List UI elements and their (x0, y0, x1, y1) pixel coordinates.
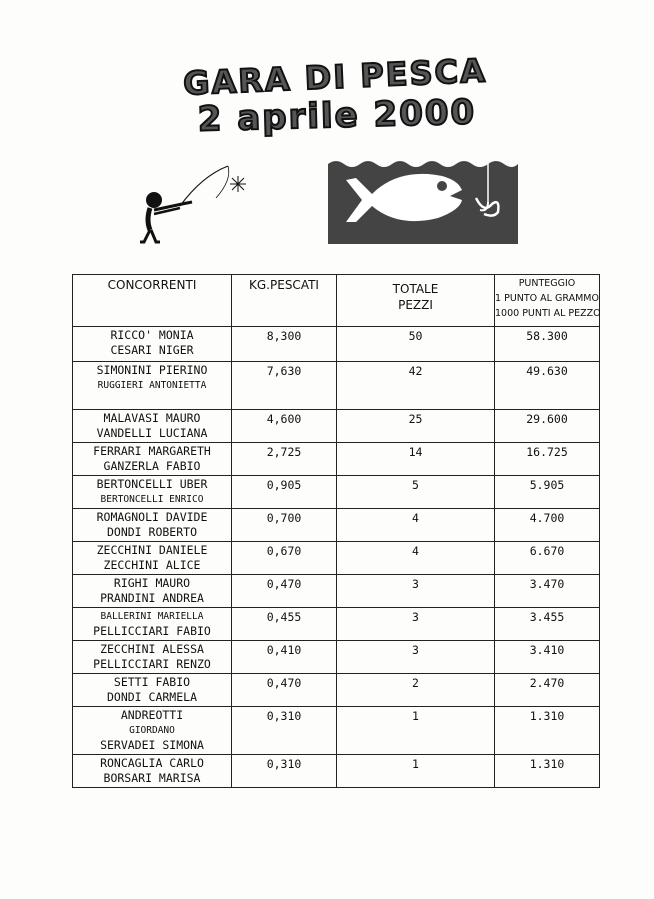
competitor-name: PRANDINI ANDREA (100, 591, 204, 605)
table-row (73, 410, 600, 443)
cell-totale-pezzi-value: 3 (412, 610, 419, 624)
competitor-name: DONDI CARMELA (106, 690, 197, 704)
cell-totale-pezzi (337, 755, 495, 788)
cell-punteggio (495, 641, 600, 674)
header-totale-pezzi (337, 275, 495, 327)
cell-punteggio-value: 6.670 (529, 544, 565, 558)
competitor-name: BERTONCELLI UBER (96, 477, 208, 491)
cell-kg-pescati-value: 0,455 (266, 610, 302, 624)
table-row (73, 641, 600, 674)
cell-punteggio-value: 29.600 (526, 412, 568, 426)
cell-punteggio (495, 443, 600, 476)
header-points-line-2: 1 PUNTO AL GRAMMO (495, 293, 599, 304)
cell-totale-pezzi (337, 608, 495, 641)
table-row (73, 443, 600, 476)
header-points-line-1: PUNTEGGIO (518, 278, 576, 289)
competitor-name: RUGGIERI ANTONIETTA (97, 380, 207, 391)
table-row (73, 327, 600, 362)
cell-punteggio (495, 362, 600, 410)
cell-punteggio-value: 1.310 (529, 709, 565, 723)
cell-kg-pescati-value: 0,310 (266, 757, 302, 771)
cell-kg-pescati (232, 362, 337, 410)
cell-punteggio (495, 410, 600, 443)
cell-totale-pezzi-value: 3 (412, 577, 419, 591)
competitor-name: ZECCHINI ALICE (103, 558, 201, 572)
cell-concorrenti (73, 443, 232, 476)
cell-kg-pescati (232, 443, 337, 476)
cell-kg-pescati-value: 0,700 (266, 511, 302, 525)
cell-totale-pezzi (337, 509, 495, 542)
cell-kg-pescati (232, 509, 337, 542)
competitor-name: ANDREOTTI (120, 708, 184, 722)
table-row (73, 362, 600, 410)
table-row (73, 707, 600, 755)
cell-kg-pescati-value: 0,470 (266, 577, 302, 591)
cell-punteggio-value: 3.470 (529, 577, 565, 591)
competitor-name: CESARI NIGER (110, 343, 194, 357)
cell-punteggio-value: 5.905 (529, 478, 565, 492)
cell-totale-pezzi-value: 2 (412, 676, 419, 690)
cell-concorrenti (73, 707, 232, 755)
competitor-name: SERVADEI SIMONA (100, 738, 204, 752)
competitor-name: ZECCHINI ALESSA (100, 642, 204, 656)
cell-punteggio-value: 3.410 (529, 643, 565, 657)
cell-punteggio (495, 608, 600, 641)
competitor-name: PELLICCIARI FABIO (93, 624, 211, 638)
cell-totale-pezzi (337, 707, 495, 755)
cell-kg-pescati (232, 575, 337, 608)
cell-punteggio (495, 542, 600, 575)
cell-totale-pezzi-value: 1 (412, 709, 419, 723)
cell-punteggio-value: 16.725 (526, 445, 568, 459)
cell-concorrenti (73, 327, 232, 362)
competitor-name: ROMAGNOLI DAVIDE (96, 510, 208, 524)
competitor-name: FERRARI MARGARETH (93, 444, 211, 458)
cell-totale-pezzi-value: 5 (412, 478, 419, 492)
cell-punteggio (495, 707, 600, 755)
table-header-row (73, 275, 600, 327)
cell-kg-pescati (232, 476, 337, 509)
cell-kg-pescati-value: 7,630 (266, 364, 302, 378)
cell-totale-pezzi (337, 674, 495, 707)
table-row (73, 476, 600, 509)
cell-punteggio (495, 509, 600, 542)
cell-kg-pescati (232, 410, 337, 443)
cell-concorrenti (73, 608, 232, 641)
cell-totale-pezzi (337, 542, 495, 575)
competitor-name: BORSARI MARISA (103, 771, 201, 785)
competitor-name: BERTONCELLI ENRICO (100, 494, 204, 505)
cell-concorrenti (73, 410, 232, 443)
cell-punteggio-value: 4.700 (529, 511, 565, 525)
cell-totale-pezzi (337, 410, 495, 443)
fisherman-icon (120, 158, 260, 248)
table-row (73, 575, 600, 608)
header-kg-pescati: KG.PESCATI (232, 275, 337, 327)
cell-totale-pezzi (337, 443, 495, 476)
cell-kg-pescati-value: 0,905 (266, 478, 302, 492)
competitor-name: GIORDANO (129, 725, 175, 736)
competitor-name: PELLICCIARI RENZO (93, 657, 211, 671)
cell-totale-pezzi (337, 575, 495, 608)
cell-punteggio-value: 2.470 (529, 676, 565, 690)
header-points-line-3: 1000 PUNTI AL PEZZO (495, 308, 601, 319)
competitor-name: MALAVASI MAURO (103, 411, 201, 425)
competitor-name: RIGHI MAURO (113, 576, 191, 590)
cell-kg-pescati-value: 4,600 (266, 412, 302, 426)
cell-concorrenti (73, 575, 232, 608)
results-table (72, 274, 600, 788)
cell-kg-pescati (232, 674, 337, 707)
cell-kg-pescati (232, 608, 337, 641)
competitor-name: DONDI ROBERTO (106, 525, 197, 539)
cell-punteggio-value: 49.630 (526, 364, 568, 378)
cell-totale-pezzi-value: 42 (408, 364, 423, 378)
cell-kg-pescati-value: 8,300 (266, 329, 302, 343)
cell-kg-pescati (232, 327, 337, 362)
header-pieces-line-2: PEZZI (398, 298, 433, 312)
cell-concorrenti (73, 509, 232, 542)
header-concorrenti: CONCORRENTI (73, 275, 232, 327)
cell-totale-pezzi-value: 25 (408, 412, 423, 426)
cell-concorrenti (73, 674, 232, 707)
header-pieces-line-1: TOTALE (392, 282, 439, 296)
competitor-name: SETTI FABIO (113, 675, 191, 689)
cell-punteggio (495, 755, 600, 788)
competitor-name: RICCO' MONIA (110, 328, 194, 342)
title-line-1: GARA DI PESCA (182, 51, 488, 103)
cell-totale-pezzi (337, 327, 495, 362)
cell-kg-pescati-value: 0,410 (266, 643, 302, 657)
cell-punteggio (495, 327, 600, 362)
table-row (73, 755, 600, 788)
cell-punteggio (495, 476, 600, 509)
table-row (73, 674, 600, 707)
competitor-name: GANZERLA FABIO (103, 459, 201, 473)
cell-punteggio (495, 674, 600, 707)
competitor-name: ZECCHINI DANIELE (96, 543, 208, 557)
cell-totale-pezzi-value: 1 (412, 757, 419, 771)
cell-punteggio-value: 3.455 (529, 610, 565, 624)
cell-kg-pescati (232, 755, 337, 788)
cell-kg-pescati-value: 0,670 (266, 544, 302, 558)
cell-totale-pezzi (337, 476, 495, 509)
competitor-name: SIMONINI PIERINO (96, 363, 208, 377)
cell-kg-pescati (232, 707, 337, 755)
cell-punteggio-value: 58.300 (526, 329, 568, 343)
cell-kg-pescati-value: 0,470 (266, 676, 302, 690)
cell-concorrenti (73, 755, 232, 788)
competitor-name: BALLERINI MARIELLA (100, 611, 204, 622)
cell-totale-pezzi-value: 4 (412, 511, 419, 525)
title-line-2: 2 aprile 2000 (197, 92, 477, 140)
table-row (73, 608, 600, 641)
cell-kg-pescati (232, 542, 337, 575)
cell-punteggio (495, 575, 600, 608)
cell-totale-pezzi-value: 4 (412, 544, 419, 558)
fish-hook-icon (328, 158, 518, 244)
cell-totale-pezzi-value: 14 (408, 445, 423, 459)
cell-totale-pezzi (337, 362, 495, 410)
cell-concorrenti (73, 542, 232, 575)
cell-concorrenti (73, 641, 232, 674)
cell-totale-pezzi-value: 50 (408, 329, 423, 343)
cell-kg-pescati (232, 641, 337, 674)
cell-concorrenti (73, 476, 232, 509)
cell-totale-pezzi (337, 641, 495, 674)
competitor-name: VANDELLI LUCIANA (96, 426, 208, 440)
header-punteggio (495, 275, 600, 327)
cell-concorrenti (73, 362, 232, 410)
table-row (73, 542, 600, 575)
table-row (73, 509, 600, 542)
competitor-name: RONCAGLIA CARLO (100, 756, 204, 770)
cell-totale-pezzi-value: 3 (412, 643, 419, 657)
cell-kg-pescati-value: 0,310 (266, 709, 302, 723)
cell-punteggio-value: 1.310 (529, 757, 565, 771)
cell-kg-pescati-value: 2,725 (266, 445, 302, 459)
